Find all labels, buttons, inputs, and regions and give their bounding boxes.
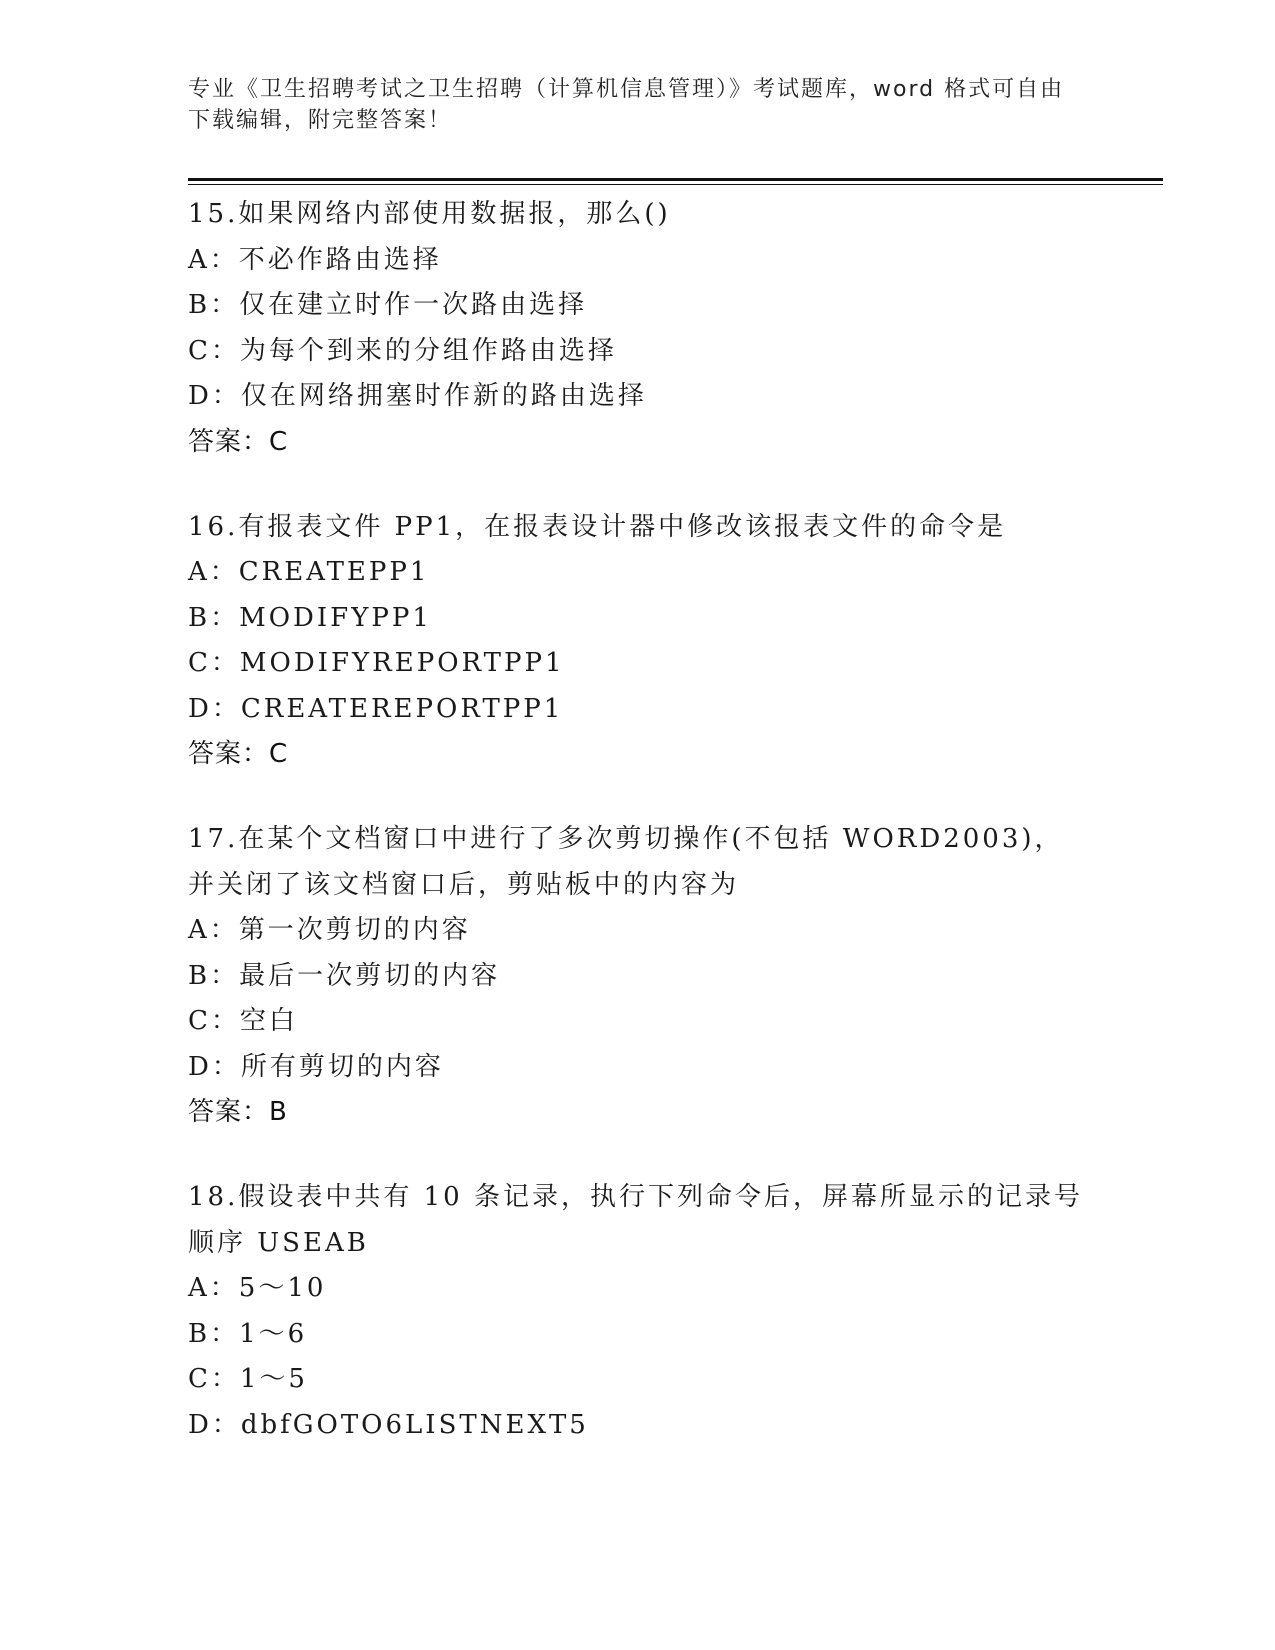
option-b: B：MODIFYPP1 bbox=[188, 602, 432, 633]
option-a: A：不必作路由选择 bbox=[188, 244, 442, 275]
option-a: A：5～10 bbox=[188, 1273, 327, 1303]
option-b: B：仅在建立时作一次路由选择 bbox=[188, 290, 588, 320]
question-list bbox=[188, 192, 1088, 1488]
question-stem: 16.有报表文件 PP1，在报表设计器中修改该报表文件的命令是 bbox=[188, 511, 1007, 542]
question-stem: 15.如果网络内部使用数据报，那么() bbox=[188, 199, 671, 229]
question-18 bbox=[188, 1175, 1088, 1448]
answer: 答案：C bbox=[188, 426, 289, 457]
option-c: C：为每个到来的分组作路由选择 bbox=[188, 335, 617, 366]
option-a: A：CREATEPP1 bbox=[188, 557, 430, 587]
option-d: D：所有剪切的内容 bbox=[188, 1051, 444, 1082]
header-rule-thick bbox=[188, 178, 1163, 181]
answer: 答案：B bbox=[188, 1097, 288, 1127]
question-16 bbox=[188, 505, 1088, 778]
question-stem: 18.假设表中共有 10 条记录，执行下列命令后，屏幕所显示的记录号顺序 USEAB bbox=[188, 1182, 1083, 1258]
question-15 bbox=[188, 192, 1088, 465]
option-c: C：MODIFYREPORTPP1 bbox=[188, 648, 565, 678]
answer: 答案：C bbox=[188, 739, 289, 769]
option-d: D：CREATEREPORTPP1 bbox=[188, 693, 564, 724]
document-header: 专业《卫生招聘考试之卫生招聘（计算机信息管理）》考试题库，word 格式可自由下载编辑，附完整答案！ bbox=[188, 77, 1065, 133]
question-17 bbox=[188, 817, 1088, 1135]
option-b: B：最后一次剪切的内容 bbox=[188, 960, 501, 991]
question-stem: 17.在某个文档窗口中进行了多次剪切操作(不包括 WORD2003)，并关闭了该文档窗口后，剪贴板中的内容为 bbox=[188, 824, 1064, 900]
option-a: A：第一次剪切的内容 bbox=[188, 915, 471, 945]
option-d: D：dbfGOTO6LISTNEXT5 bbox=[188, 1409, 589, 1440]
header-rule-thin bbox=[188, 184, 1163, 185]
option-c: C：空白 bbox=[188, 1006, 298, 1036]
option-d: D：仅在网络拥塞时作新的路由选择 bbox=[188, 381, 647, 411]
option-b: B：1～6 bbox=[188, 1318, 308, 1349]
option-c: C：1～5 bbox=[188, 1364, 308, 1394]
